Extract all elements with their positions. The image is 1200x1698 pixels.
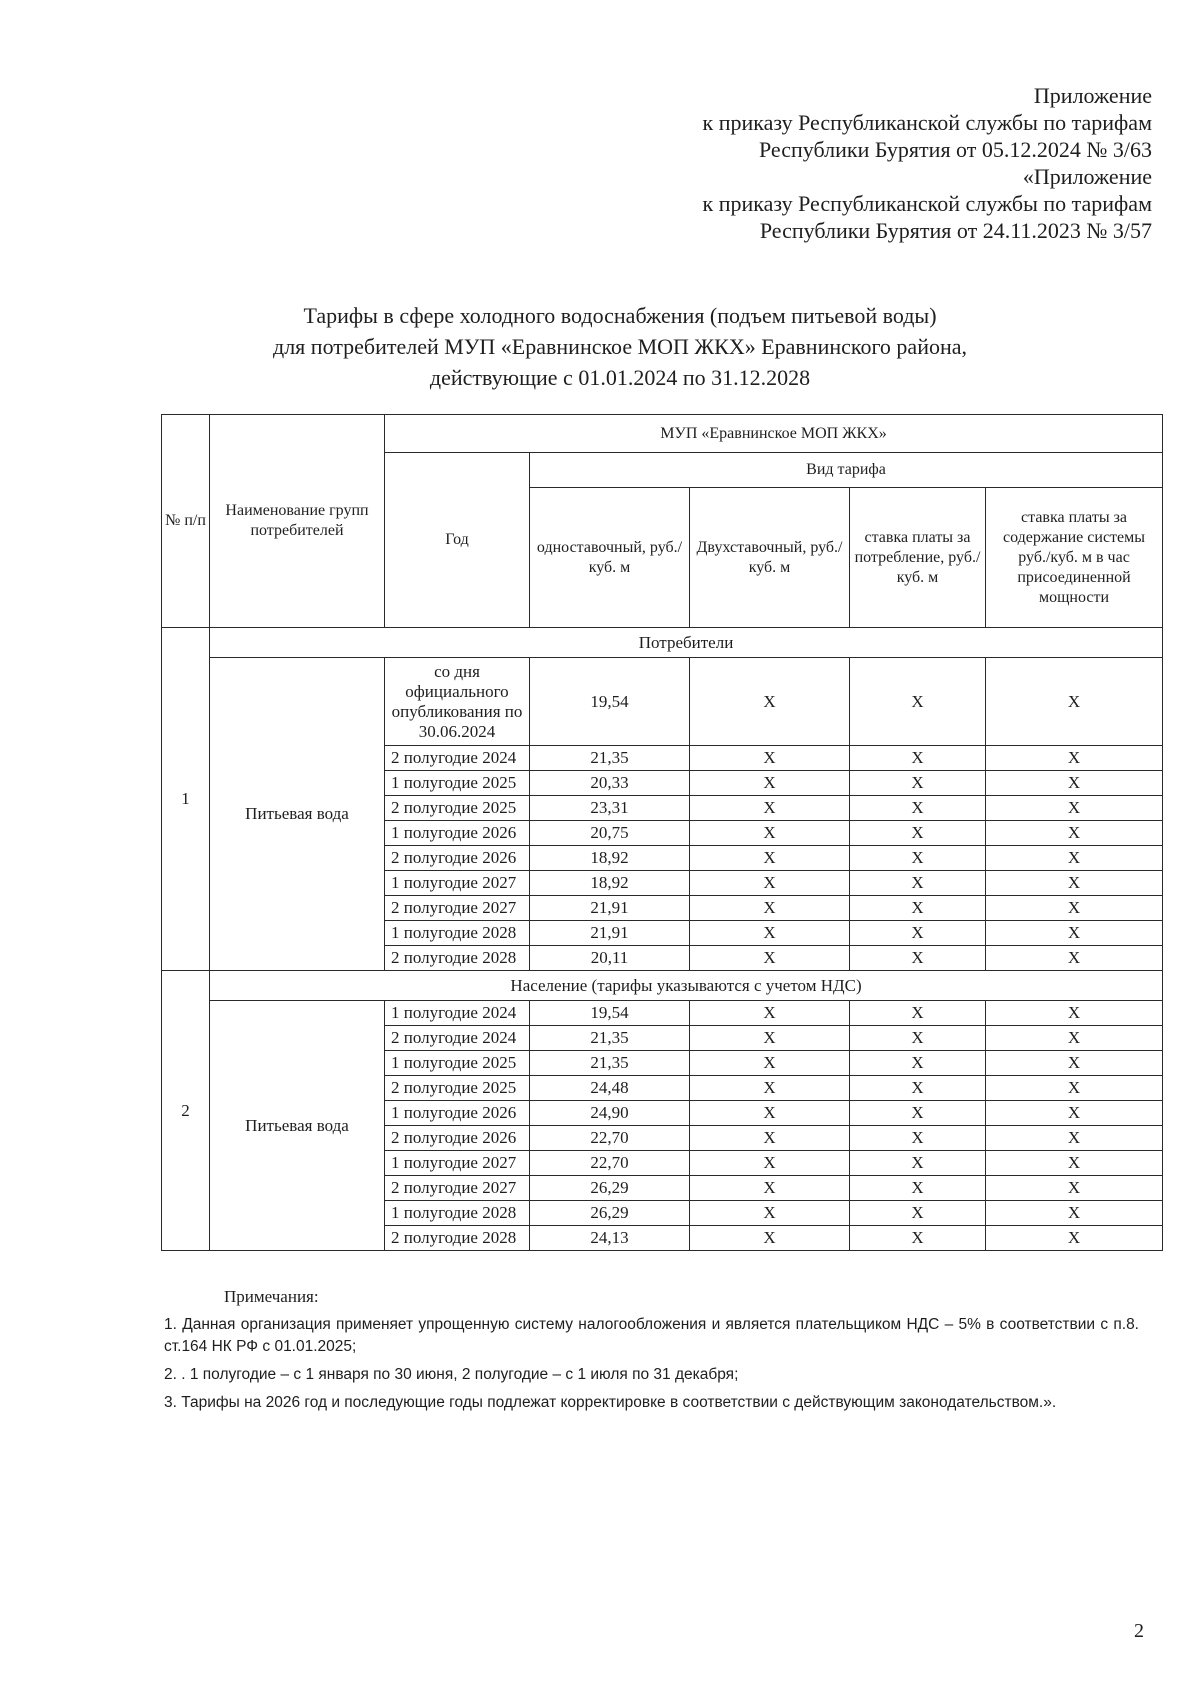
header-line: Республики Бурятия от 24.11.2023 № 3/57 (759, 218, 1152, 243)
maintenance-rate-cell: X (986, 871, 1163, 896)
consumption-rate-cell: X (850, 1176, 986, 1201)
two-rate-cell: X (690, 871, 850, 896)
title-line-1: Тарифы в сфере холодного водоснабжения (подъем питьевой воды) (303, 303, 937, 328)
two-rate-cell: X (690, 1176, 850, 1201)
consumption-rate-cell: X (850, 658, 986, 746)
single-rate-cell: 22,70 (530, 1151, 690, 1176)
note-item: 2. . 1 полугодие – с 1 января по 30 июня, 2 полугодие – с 1 июля по 31 декабря; (164, 1366, 739, 1383)
maintenance-rate-cell: X (986, 946, 1163, 971)
period-cell: 1 полугодие 2027 (385, 1151, 530, 1176)
maintenance-rate-cell: X (986, 921, 1163, 946)
maintenance-rate-cell: X (986, 1226, 1163, 1251)
header-line: Приложение (1033, 83, 1152, 108)
period-cell: со дня официального опубликования по 30.06.2024 (385, 658, 530, 746)
consumption-rate-cell: X (850, 846, 986, 871)
maintenance-rate-cell: X (986, 1201, 1163, 1226)
consumption-rate-cell: X (850, 1201, 986, 1226)
maintenance-rate-cell: X (986, 771, 1163, 796)
consumption-rate-cell: X (850, 871, 986, 896)
section-number: 1 (162, 628, 210, 971)
period-cell: 2 полугодие 2026 (385, 1126, 530, 1151)
period-cell: 2 полугодие 2027 (385, 1176, 530, 1201)
maintenance-rate-cell: X (986, 1001, 1163, 1026)
two-rate-cell: X (690, 946, 850, 971)
two-rate-cell: X (690, 921, 850, 946)
single-rate-cell: 20,11 (530, 946, 690, 971)
period-cell: 2 полугодие 2028 (385, 946, 530, 971)
header-group: Наименование групп потребителей (210, 415, 385, 628)
maintenance-rate-cell: X (986, 1076, 1163, 1101)
section-number: 2 (162, 971, 210, 1251)
period-cell: 1 полугодие 2027 (385, 871, 530, 896)
consumption-rate-cell: X (850, 1101, 986, 1126)
period-cell: 1 полугодие 2025 (385, 1051, 530, 1076)
section-header-row (162, 971, 1163, 1001)
two-rate-cell: X (690, 1076, 850, 1101)
group-name: Питьевая вода (210, 1001, 385, 1251)
single-rate-cell: 18,92 (530, 846, 690, 871)
maintenance-rate-cell: X (986, 1026, 1163, 1051)
two-rate-cell: X (690, 1026, 850, 1051)
maintenance-rate-cell: X (986, 1176, 1163, 1201)
two-rate-cell: X (690, 896, 850, 921)
two-rate-cell: X (690, 846, 850, 871)
maintenance-rate-cell: X (986, 1051, 1163, 1076)
consumption-rate-cell: X (850, 896, 986, 921)
single-rate-cell: 19,54 (530, 1001, 690, 1026)
period-cell: 1 полугодие 2026 (385, 1101, 530, 1126)
two-rate-cell: X (690, 796, 850, 821)
period-cell: 1 полугодие 2026 (385, 821, 530, 846)
period-cell: 1 полугодие 2025 (385, 771, 530, 796)
consumption-rate-cell: X (850, 771, 986, 796)
header-two-rate: Двухставочный, руб./ куб. м (690, 488, 850, 628)
tariff-table (161, 414, 1163, 1251)
single-rate-cell: 24,90 (530, 1101, 690, 1126)
maintenance-rate-cell: X (986, 846, 1163, 871)
notes (164, 1286, 1139, 1420)
consumption-rate-cell: X (850, 796, 986, 821)
header-line: «Приложение (1022, 164, 1152, 189)
header-org: МУП «Еравнинское МОП ЖКХ» (385, 415, 1163, 453)
two-rate-cell: X (690, 1051, 850, 1076)
two-rate-cell: X (690, 1201, 850, 1226)
maintenance-rate-cell: X (986, 1151, 1163, 1176)
header-tariff-type: Вид тарифа (530, 453, 1163, 488)
consumption-rate-cell: X (850, 1151, 986, 1176)
period-cell: 2 полугодие 2024 (385, 746, 530, 771)
maintenance-rate-cell: X (986, 746, 1163, 771)
header-single-rate: одноставочный, руб./ куб. м (530, 488, 690, 628)
maintenance-rate-cell: X (986, 821, 1163, 846)
table-row (162, 658, 1163, 746)
page-number: 2 (1134, 1620, 1144, 1642)
single-rate-cell: 20,33 (530, 771, 690, 796)
period-cell: 2 полугодие 2025 (385, 796, 530, 821)
consumption-rate-cell: X (850, 1026, 986, 1051)
single-rate-cell: 21,91 (530, 921, 690, 946)
consumption-rate-cell: X (850, 746, 986, 771)
period-cell: 2 полугодие 2028 (385, 1226, 530, 1251)
two-rate-cell: X (690, 821, 850, 846)
consumption-rate-cell: X (850, 1001, 986, 1026)
period-cell: 1 полугодие 2028 (385, 921, 530, 946)
period-cell: 1 полугодие 2024 (385, 1001, 530, 1026)
period-cell: 2 полугодие 2024 (385, 1026, 530, 1051)
two-rate-cell: X (690, 771, 850, 796)
single-rate-cell: 21,35 (530, 1051, 690, 1076)
consumption-rate-cell: X (850, 1126, 986, 1151)
period-cell: 2 полугодие 2025 (385, 1076, 530, 1101)
two-rate-cell: X (690, 658, 850, 746)
note-item: 3. Тарифы на 2026 год и последующие годы подлежат корректировке в соответствии с действующим законодательством.». (164, 1394, 1057, 1411)
single-rate-cell: 19,54 (530, 658, 690, 746)
single-rate-cell: 23,31 (530, 796, 690, 821)
period-cell: 1 полугодие 2028 (385, 1201, 530, 1226)
single-rate-cell: 21,35 (530, 746, 690, 771)
title-line-2: для потребителей МУП «Еравнинское МОП ЖКХ» Еравнинского района, (273, 334, 967, 359)
single-rate-cell: 24,48 (530, 1076, 690, 1101)
maintenance-rate-cell: X (986, 1101, 1163, 1126)
consumption-rate-cell: X (850, 946, 986, 971)
header-num: № п/п (162, 415, 210, 628)
header-line: к приказу Республиканской службы по тарифам (702, 191, 1152, 216)
consumption-rate-cell: X (850, 1226, 986, 1251)
maintenance-rate-cell: X (986, 1126, 1163, 1151)
period-cell: 2 полугодие 2026 (385, 846, 530, 871)
single-rate-cell: 21,91 (530, 896, 690, 921)
single-rate-cell: 20,75 (530, 821, 690, 846)
notes-title: Примечания: (224, 1287, 319, 1306)
consumption-rate-cell: X (850, 1051, 986, 1076)
two-rate-cell: X (690, 1001, 850, 1026)
header-maintenance-rate: ставка платы за содержание системы руб./куб. м в час присоединенной мощности (986, 488, 1163, 628)
table-row (162, 1001, 1163, 1026)
maintenance-rate-cell: X (986, 658, 1163, 746)
note-item: 1. Данная организация применяет упрощенную систему налогообложения и является плательщиком НДС – 5% в соответствии с п.8. ст.164 НК РФ с 01.01.2025; (164, 1316, 1139, 1355)
two-rate-cell: X (690, 1226, 850, 1251)
single-rate-cell: 26,29 (530, 1201, 690, 1226)
single-rate-cell: 21,35 (530, 1026, 690, 1051)
maintenance-rate-cell: X (986, 796, 1163, 821)
single-rate-cell: 18,92 (530, 871, 690, 896)
period-cell: 2 полугодие 2027 (385, 896, 530, 921)
two-rate-cell: X (690, 1126, 850, 1151)
two-rate-cell: X (690, 746, 850, 771)
consumption-rate-cell: X (850, 921, 986, 946)
single-rate-cell: 24,13 (530, 1226, 690, 1251)
two-rate-cell: X (690, 1151, 850, 1176)
header-consumption-rate: ставка платы за потребление, руб./ куб. м (850, 488, 986, 628)
two-rate-cell: X (690, 1101, 850, 1126)
document-header (452, 82, 1152, 244)
consumption-rate-cell: X (850, 821, 986, 846)
header-line: к приказу Республиканской службы по тарифам (702, 110, 1152, 135)
title-line-3: действующие с 01.01.2024 по 31.12.2028 (429, 365, 811, 390)
section-header-row (162, 628, 1163, 658)
single-rate-cell: 22,70 (530, 1126, 690, 1151)
section-title: Население (тарифы указываются с учетом НДС) (210, 971, 1163, 1001)
group-name: Питьевая вода (210, 658, 385, 971)
consumption-rate-cell: X (850, 1076, 986, 1101)
header-line: Республики Бурятия от 05.12.2024 № 3/63 (758, 137, 1152, 162)
single-rate-cell: 26,29 (530, 1176, 690, 1201)
maintenance-rate-cell: X (986, 896, 1163, 921)
header-year: Год (385, 453, 530, 628)
document-title (150, 300, 1090, 393)
section-title: Потребители (210, 628, 1163, 658)
